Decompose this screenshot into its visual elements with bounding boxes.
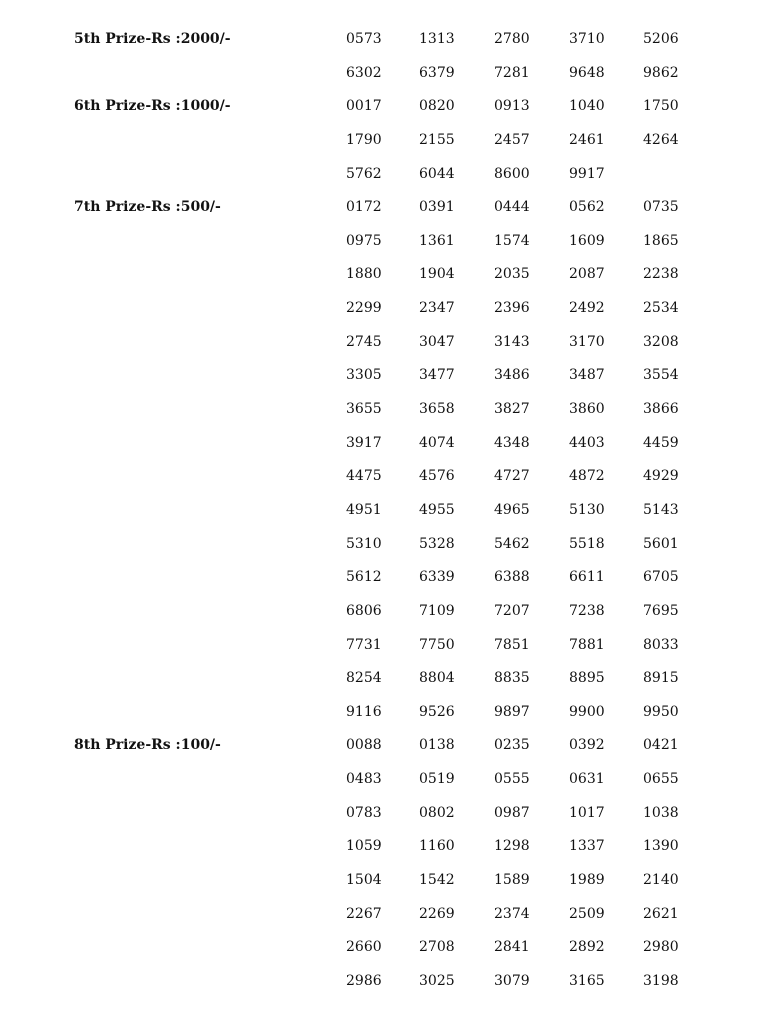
winning-number: 2461 bbox=[569, 131, 605, 148]
winning-number: 3486 bbox=[494, 367, 530, 384]
prize-number-row bbox=[0, 594, 759, 628]
winning-number: 9526 bbox=[419, 703, 455, 720]
winning-number: 3655 bbox=[346, 401, 382, 418]
winning-number: 2980 bbox=[643, 939, 679, 956]
winning-number: 5462 bbox=[494, 535, 530, 552]
winning-number: 5601 bbox=[643, 535, 679, 552]
winning-number: 2155 bbox=[419, 131, 455, 148]
winning-number: 3658 bbox=[419, 401, 455, 418]
winning-number: 1750 bbox=[643, 98, 679, 115]
prize-number-row bbox=[0, 829, 759, 863]
winning-number: 2745 bbox=[346, 333, 382, 350]
prize-label: 5th Prize-Rs :2000/- bbox=[74, 31, 231, 47]
prize-number-row bbox=[0, 930, 759, 964]
prize-number-row bbox=[0, 22, 759, 56]
winning-number: 9900 bbox=[569, 703, 605, 720]
winning-number: 7695 bbox=[643, 602, 679, 619]
winning-number: 2087 bbox=[569, 266, 605, 283]
prize-number-row bbox=[0, 964, 759, 998]
prize-number-row bbox=[0, 89, 759, 123]
winning-number: 6806 bbox=[346, 602, 382, 619]
winning-number: 8033 bbox=[643, 636, 679, 653]
winning-number: 4951 bbox=[346, 501, 382, 518]
winning-number: 1542 bbox=[419, 872, 455, 889]
winning-number: 4264 bbox=[643, 131, 679, 148]
winning-number: 3860 bbox=[569, 401, 605, 418]
prize-number-row bbox=[0, 897, 759, 931]
prize-number-row bbox=[0, 358, 759, 392]
winning-number: 2492 bbox=[569, 300, 605, 317]
prize-number-row bbox=[0, 459, 759, 493]
winning-number: 2299 bbox=[346, 300, 382, 317]
winning-number: 8895 bbox=[569, 670, 605, 687]
winning-number: 3198 bbox=[643, 972, 679, 989]
winning-number: 1390 bbox=[643, 838, 679, 855]
winning-number: 8254 bbox=[346, 670, 382, 687]
winning-number: 5143 bbox=[643, 501, 679, 518]
winning-number: 4475 bbox=[346, 468, 382, 485]
winning-number: 0017 bbox=[346, 98, 382, 115]
winning-number: 0562 bbox=[569, 199, 605, 216]
prize-number-row bbox=[0, 56, 759, 90]
winning-number: 9917 bbox=[569, 165, 605, 182]
winning-number: 1504 bbox=[346, 872, 382, 889]
prize-number-row bbox=[0, 863, 759, 897]
winning-number: 0631 bbox=[569, 771, 605, 788]
winning-number: 7238 bbox=[569, 602, 605, 619]
winning-number: 3079 bbox=[494, 972, 530, 989]
winning-number: 0391 bbox=[419, 199, 455, 216]
prize-number-row bbox=[0, 224, 759, 258]
winning-number: 4929 bbox=[643, 468, 679, 485]
winning-number: 0444 bbox=[494, 199, 530, 216]
prize-number-row bbox=[0, 123, 759, 157]
winning-number: 4955 bbox=[419, 501, 455, 518]
winning-number: 3917 bbox=[346, 434, 382, 451]
winning-number: 3554 bbox=[643, 367, 679, 384]
winning-number: 7207 bbox=[494, 602, 530, 619]
winning-number: 1017 bbox=[569, 804, 605, 821]
winning-number: 0573 bbox=[346, 31, 382, 47]
winning-number: 3710 bbox=[569, 31, 605, 47]
winning-number: 5130 bbox=[569, 501, 605, 518]
winning-number: 2780 bbox=[494, 31, 530, 47]
winning-number: 1865 bbox=[643, 232, 679, 249]
winning-number: 2238 bbox=[643, 266, 679, 283]
winning-number: 6044 bbox=[419, 165, 455, 182]
winning-number: 1038 bbox=[643, 804, 679, 821]
winning-number: 2708 bbox=[419, 939, 455, 956]
winning-number: 6379 bbox=[419, 64, 455, 81]
winning-number: 0138 bbox=[419, 737, 455, 754]
winning-number: 9648 bbox=[569, 64, 605, 81]
winning-number: 1160 bbox=[419, 838, 455, 855]
winning-number: 7731 bbox=[346, 636, 382, 653]
winning-number: 2660 bbox=[346, 939, 382, 956]
winning-number: 1361 bbox=[419, 232, 455, 249]
winning-number: 0421 bbox=[643, 737, 679, 754]
winning-number: 2347 bbox=[419, 300, 455, 317]
prize-number-row bbox=[0, 661, 759, 695]
winning-number: 0088 bbox=[346, 737, 382, 754]
prize-number-row bbox=[0, 762, 759, 796]
winning-number: 3208 bbox=[643, 333, 679, 350]
winning-number: 0913 bbox=[494, 98, 530, 115]
winning-number: 0655 bbox=[643, 771, 679, 788]
winning-number: 3866 bbox=[643, 401, 679, 418]
winning-number: 0519 bbox=[419, 771, 455, 788]
winning-number: 1059 bbox=[346, 838, 382, 855]
winning-number: 7109 bbox=[419, 602, 455, 619]
winning-number: 1298 bbox=[494, 838, 530, 855]
winning-number: 2892 bbox=[569, 939, 605, 956]
winning-number: 1880 bbox=[346, 266, 382, 283]
prize-label: 8th Prize-Rs :100/- bbox=[74, 737, 221, 754]
winning-number: 5328 bbox=[419, 535, 455, 552]
winning-number: 3165 bbox=[569, 972, 605, 989]
winning-number: 0987 bbox=[494, 804, 530, 821]
winning-number: 4872 bbox=[569, 468, 605, 485]
winning-number: 8600 bbox=[494, 165, 530, 182]
winning-number: 9950 bbox=[643, 703, 679, 720]
winning-number: 1609 bbox=[569, 232, 605, 249]
prize-label: 6th Prize-Rs :1000/- bbox=[74, 98, 231, 115]
winning-number: 5762 bbox=[346, 165, 382, 182]
prize-number-row bbox=[0, 560, 759, 594]
winning-number: 4459 bbox=[643, 434, 679, 451]
winning-number: 4074 bbox=[419, 434, 455, 451]
winning-number: 6705 bbox=[643, 569, 679, 586]
winning-number: 3025 bbox=[419, 972, 455, 989]
winning-number: 8835 bbox=[494, 670, 530, 687]
winning-number: 0483 bbox=[346, 771, 382, 788]
prize-number-row bbox=[0, 291, 759, 325]
winning-number: 0735 bbox=[643, 199, 679, 216]
winning-number: 4965 bbox=[494, 501, 530, 518]
prize-number-row bbox=[0, 392, 759, 426]
winning-number: 5206 bbox=[643, 31, 679, 47]
prize-label: 7th Prize-Rs :500/- bbox=[74, 199, 221, 216]
winning-number: 2509 bbox=[569, 905, 605, 922]
winning-number: 0235 bbox=[494, 737, 530, 754]
winning-number: 2269 bbox=[419, 905, 455, 922]
winning-number: 1904 bbox=[419, 266, 455, 283]
winning-number: 7750 bbox=[419, 636, 455, 653]
winning-number: 0783 bbox=[346, 804, 382, 821]
winning-number: 2534 bbox=[643, 300, 679, 317]
prize-number-row bbox=[0, 796, 759, 830]
prize-number-row bbox=[0, 695, 759, 729]
winning-number: 3047 bbox=[419, 333, 455, 350]
prize-number-row bbox=[0, 257, 759, 291]
winning-number: 2396 bbox=[494, 300, 530, 317]
winning-number: 1989 bbox=[569, 872, 605, 889]
prize-number-row bbox=[0, 728, 759, 762]
winning-number: 4403 bbox=[569, 434, 605, 451]
winning-number: 0820 bbox=[419, 98, 455, 115]
winning-number: 2986 bbox=[346, 972, 382, 989]
prize-results-list bbox=[0, 22, 759, 998]
prize-number-row bbox=[0, 493, 759, 527]
winning-number: 4348 bbox=[494, 434, 530, 451]
winning-number: 1574 bbox=[494, 232, 530, 249]
prize-number-row bbox=[0, 190, 759, 224]
winning-number: 7281 bbox=[494, 64, 530, 81]
winning-number: 8915 bbox=[643, 670, 679, 687]
winning-number: 6611 bbox=[569, 569, 605, 586]
winning-number: 1790 bbox=[346, 131, 382, 148]
winning-number: 9862 bbox=[643, 64, 679, 81]
winning-number: 1313 bbox=[419, 31, 455, 47]
winning-number: 3477 bbox=[419, 367, 455, 384]
winning-number: 4576 bbox=[419, 468, 455, 485]
winning-number: 4727 bbox=[494, 468, 530, 485]
winning-number: 2035 bbox=[494, 266, 530, 283]
winning-number: 0392 bbox=[569, 737, 605, 754]
winning-number: 3143 bbox=[494, 333, 530, 350]
winning-number: 5518 bbox=[569, 535, 605, 552]
winning-number: 1337 bbox=[569, 838, 605, 855]
prize-number-row bbox=[0, 157, 759, 191]
winning-number: 2457 bbox=[494, 131, 530, 148]
winning-number: 0555 bbox=[494, 771, 530, 788]
prize-number-row bbox=[0, 527, 759, 561]
winning-number: 0802 bbox=[419, 804, 455, 821]
prize-number-row bbox=[0, 325, 759, 359]
winning-number: 3305 bbox=[346, 367, 382, 384]
winning-number: 7881 bbox=[569, 636, 605, 653]
winning-number: 9897 bbox=[494, 703, 530, 720]
winning-number: 0172 bbox=[346, 199, 382, 216]
winning-number: 3487 bbox=[569, 367, 605, 384]
winning-number: 6302 bbox=[346, 64, 382, 81]
winning-number: 3827 bbox=[494, 401, 530, 418]
winning-number: 3170 bbox=[569, 333, 605, 350]
winning-number: 9116 bbox=[346, 703, 382, 720]
winning-number: 2621 bbox=[643, 905, 679, 922]
prize-number-row bbox=[0, 628, 759, 662]
winning-number: 5612 bbox=[346, 569, 382, 586]
winning-number: 2374 bbox=[494, 905, 530, 922]
winning-number: 2841 bbox=[494, 939, 530, 956]
winning-number: 0975 bbox=[346, 232, 382, 249]
winning-number: 6339 bbox=[419, 569, 455, 586]
winning-number: 2267 bbox=[346, 905, 382, 922]
winning-number: 2140 bbox=[643, 872, 679, 889]
winning-number: 1040 bbox=[569, 98, 605, 115]
winning-number: 6388 bbox=[494, 569, 530, 586]
winning-number: 7851 bbox=[494, 636, 530, 653]
winning-number: 5310 bbox=[346, 535, 382, 552]
prize-number-row bbox=[0, 426, 759, 460]
winning-number: 8804 bbox=[419, 670, 455, 687]
winning-number: 1589 bbox=[494, 872, 530, 889]
